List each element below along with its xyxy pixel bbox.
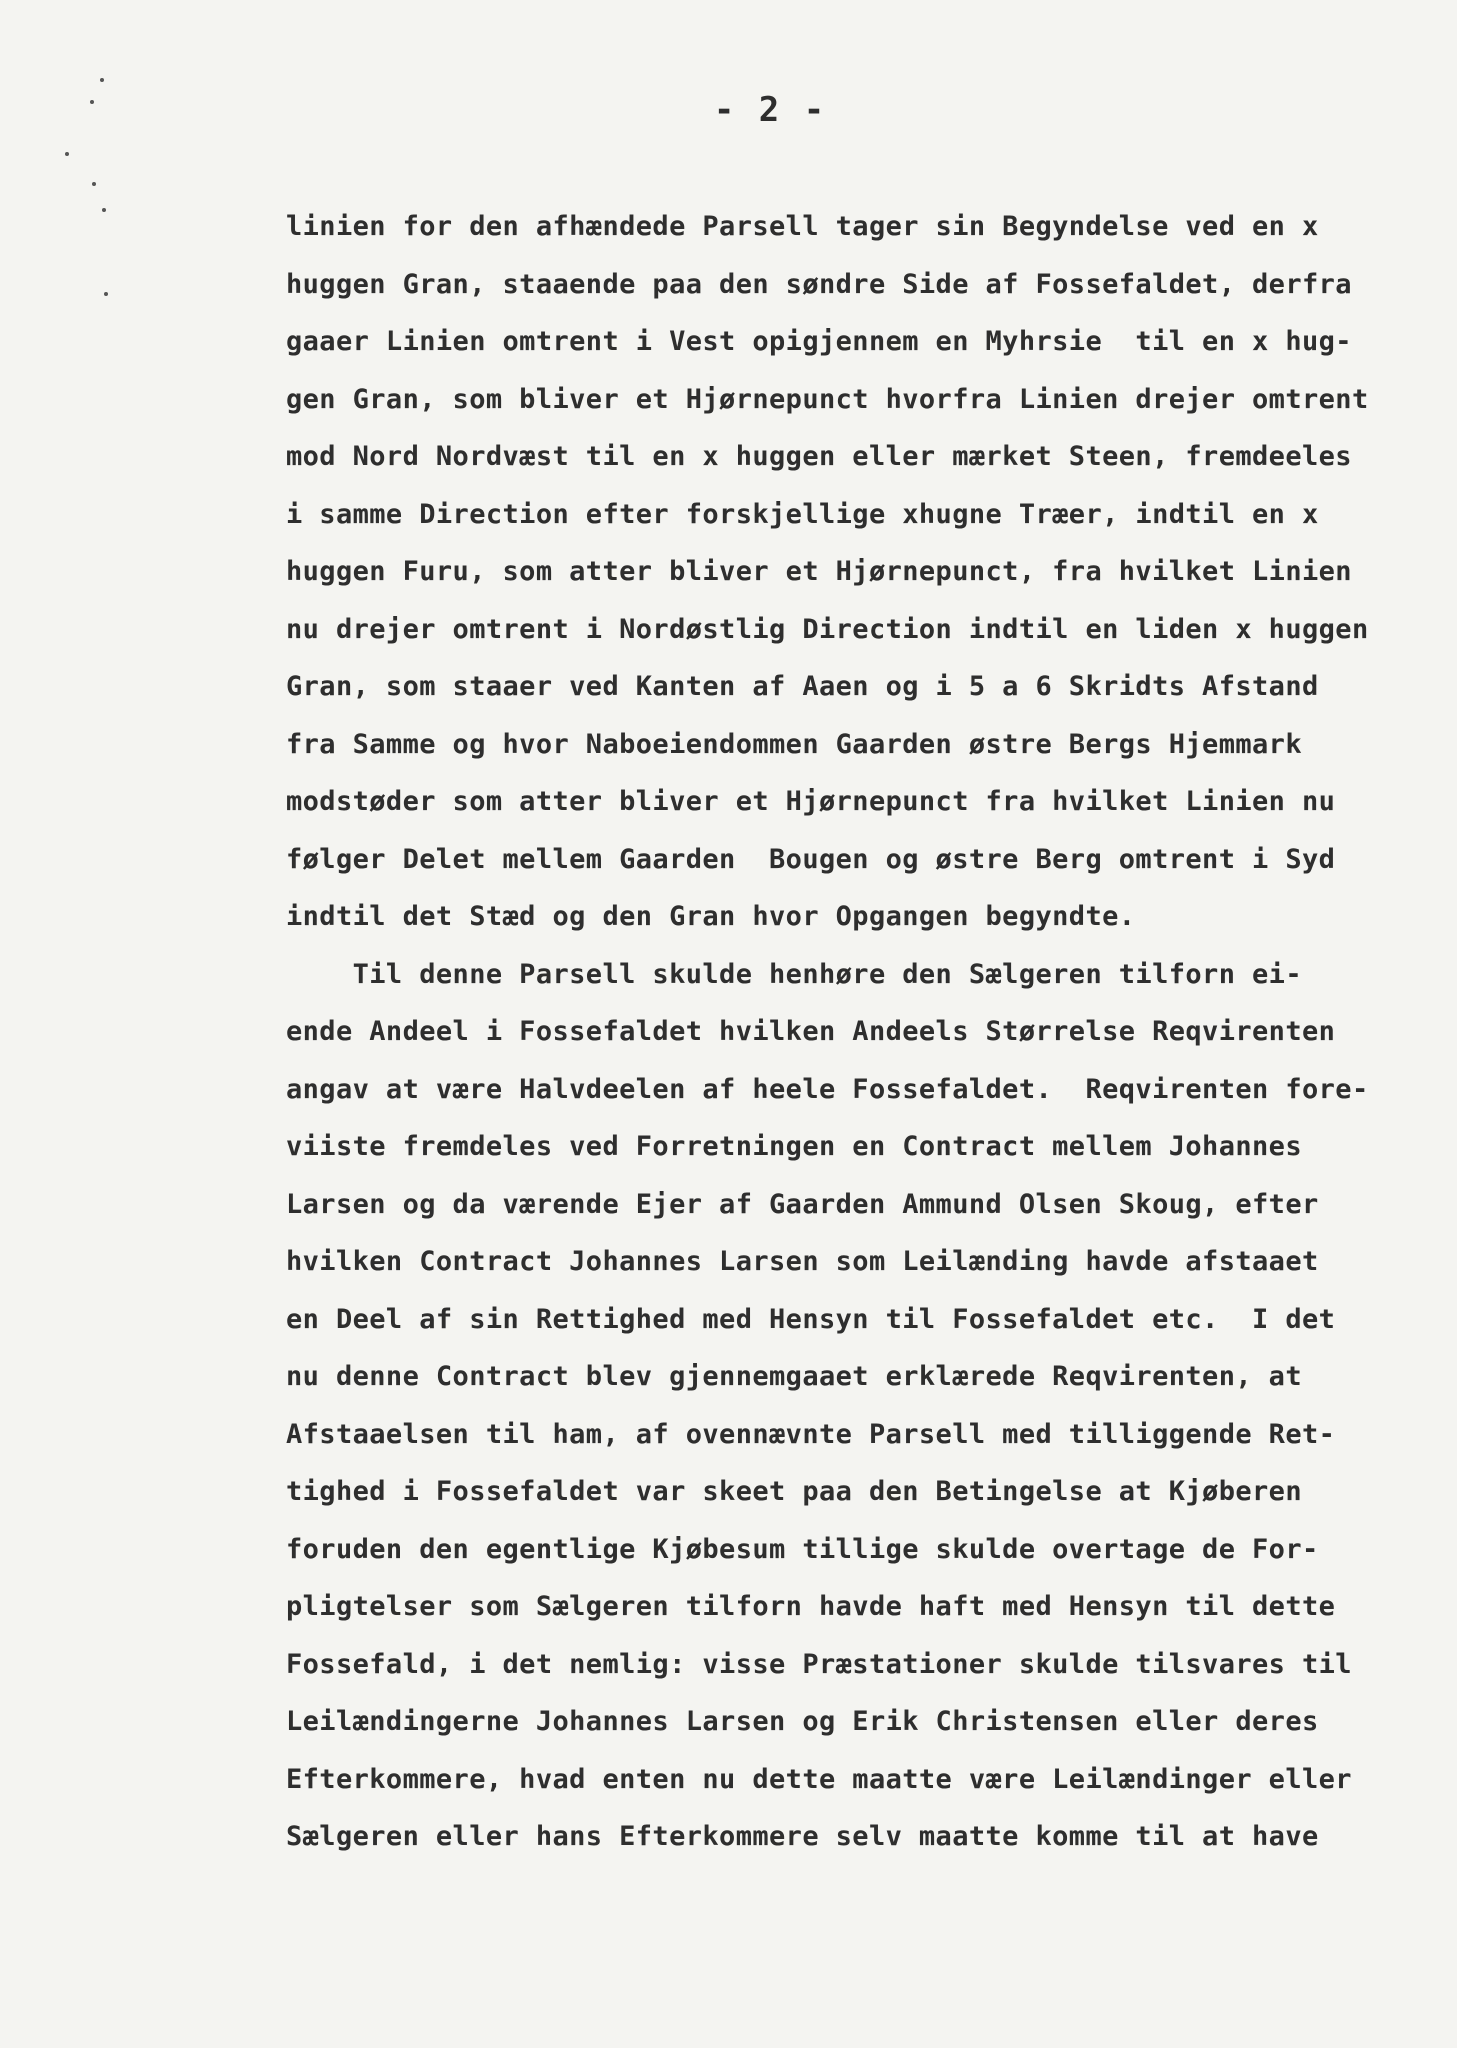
- text-line: Leilændingerne Johannes Larsen og Erik Christensen eller deres: [286, 1706, 1319, 1737]
- text-line: indtil det Stæd og den Gran hvor Opgangen begyndte.: [286, 901, 1136, 932]
- text-line: gaaer Linien omtrent i Vest opigjennem en Myhrsie til en x hug-: [286, 326, 1352, 357]
- margin-mark: [65, 152, 69, 156]
- text-line: ende Andeel i Fossefaldet hvilken Andeels Størrelse Reqvirenten: [286, 1016, 1336, 1047]
- text-line: en Deel af sin Rettighed med Hensyn til Fossefaldet etc. I det: [286, 1303, 1336, 1335]
- margin-mark: [92, 182, 96, 186]
- text-line: linien for den afhændede Parsell tager sin Begyndelse ved en x: [286, 211, 1319, 242]
- margin-mark: [104, 292, 108, 296]
- text-line: tighed i Fossefaldet var skeet paa den Betingelse at Kjøberen: [286, 1476, 1302, 1507]
- text-line: Larsen og da værende Ejer af Gaarden Ammund Olsen Skoug, efter: [286, 1188, 1319, 1220]
- text-line: fra Samme og hvor Naboeiendommen Gaarden østre Bergs Hjemmark: [286, 728, 1302, 760]
- text-line: hvilken Contract Johannes Larsen som Leilænding havde afstaaet: [286, 1246, 1319, 1277]
- text-line: i samme Direction efter forskjellige xhugne Træer, indtil en x: [286, 498, 1319, 530]
- text-line: huggen Furu, som atter bliver et Hjørnepunct, fra hvilket Linien: [286, 556, 1352, 587]
- text-line: angav at være Halvdeelen af heele Fossefaldet. Reqvirenten fore-: [286, 1073, 1369, 1105]
- text-line: nu denne Contract blev gjennemgaaet erklærede Reqvirenten, at: [286, 1361, 1302, 1392]
- text-line: nu drejer omtrent i Nordøstlig Direction indtil en liden x huggen: [286, 613, 1369, 645]
- text-line: Sælgeren eller hans Efterkommere selv maatte komme til at have: [286, 1821, 1319, 1852]
- text-line: huggen Gran, staaende paa den søndre Side af Fossefaldet, derfra: [286, 268, 1352, 300]
- typed-body-text: [286, 198, 1436, 1866]
- margin-mark: [90, 100, 94, 104]
- text-line: mod Nord Nordvæst til en x huggen eller mærket Steen, fremdeeles: [286, 441, 1352, 472]
- margin-mark: [100, 78, 104, 82]
- text-line: pligtelser som Sælgeren tilforn havde haft med Hensyn til dette: [286, 1591, 1336, 1622]
- text-line: Efterkommere, hvad enten nu dette maatte være Leilændinger eller: [286, 1763, 1352, 1795]
- text-line: gen Gran, som bliver et Hjørnepunct hvorfra Linien drejer omtrent: [286, 383, 1369, 415]
- text-line: modstøder som atter bliver et Hjørnepunct fra hvilket Linien nu: [286, 786, 1336, 817]
- text-line: følger Delet mellem Gaarden Bougen og østre Berg omtrent i Syd: [286, 843, 1336, 875]
- text-line: Afstaaelsen til ham, af ovennævnte Parsell med tilliggende Ret-: [286, 1418, 1336, 1450]
- text-line: foruden den egentlige Kjøbesum tillige skulde overtage de For-: [286, 1533, 1319, 1565]
- text-line: Gran, som staaer ved Kanten af Aaen og i 5 a 6 Skridts Afstand: [286, 671, 1319, 702]
- text-line: Fossefald, i det nemlig: visse Præstationer skulde tilsvares til: [286, 1648, 1352, 1680]
- text-line: viiste fremdeles ved Forretningen en Contract mellem Johannes: [286, 1131, 1302, 1162]
- text-line: Til denne Parsell skulde henhøre den Sælgeren tilforn ei-: [286, 958, 1302, 990]
- page-number: - 2 -: [713, 90, 827, 130]
- margin-mark: [102, 208, 106, 212]
